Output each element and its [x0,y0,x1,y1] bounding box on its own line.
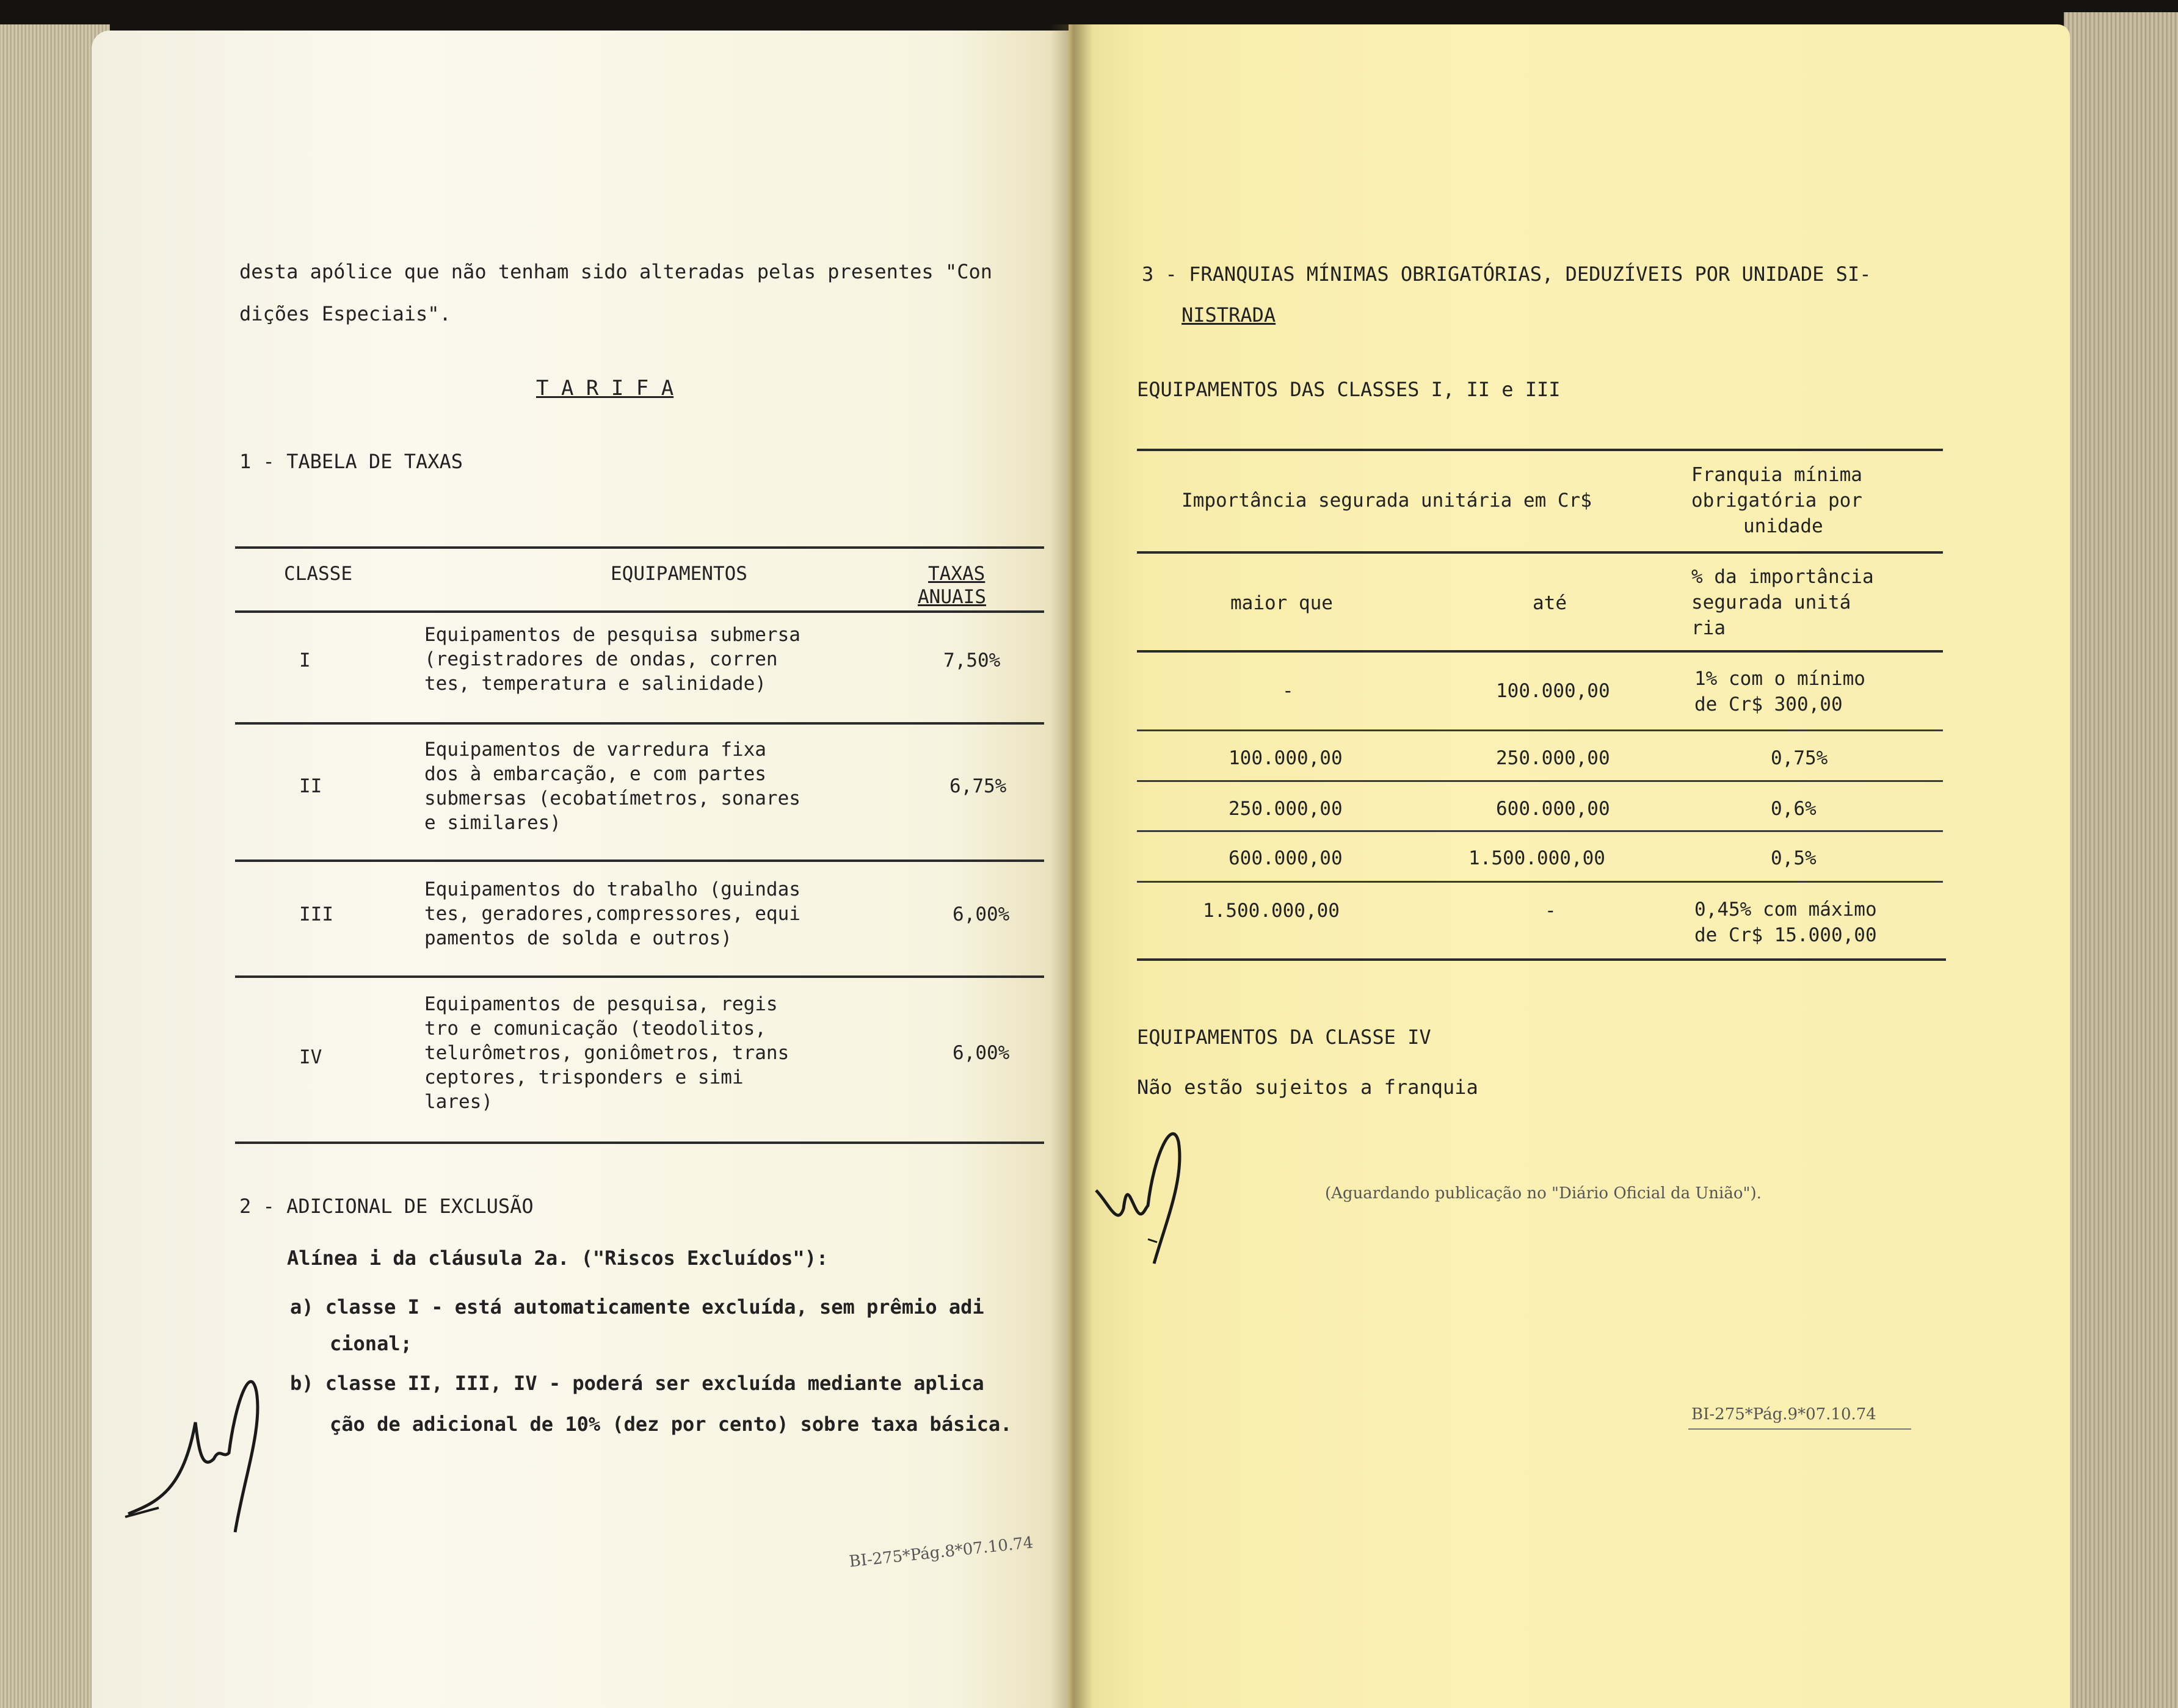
table-rule [1137,830,1943,832]
heading-tabela-text: 1 - TABELA DE TAXAS [239,450,463,473]
table-row-franquia-1: 0,6% [1771,798,1817,820]
book-gutter [1050,24,1093,1708]
heading-franquias-line-2: NISTRADA [1182,303,1276,327]
item-b-line-2: ção de adicional de 10% (dez por cento) sobre taxa básica. [330,1413,1012,1436]
desc-line: lares) [424,1091,493,1113]
table-rule [235,859,1044,862]
table-row-taxa: 7,50% [943,650,1001,671]
table-row-franquia-1: 0,75% [1771,747,1828,769]
table-row-ate: 600.000,00 [1496,798,1610,820]
col-header-franquia-3: unidade [1743,515,1823,537]
footer-reference-right: BI-275*Pág.9*07.10.74 [1691,1405,1876,1424]
table-row-franquia-1: 0,45% com máximo [1694,899,1877,921]
item-a-line-2: cional; [330,1332,412,1355]
table-row-taxa: 6,75% [949,775,1007,797]
table-row-taxa: 6,00% [953,903,1010,925]
col-header-equipamentos: EQUIPAMENTOS [611,563,747,585]
table-rule [1137,958,1946,961]
table-row-franquia-2: de Cr$ 15.000,00 [1694,924,1877,946]
table-rule [235,546,1044,549]
alinea-line: Alínea i da cláusula 2a. ("Riscos Excluídos"): [287,1247,829,1270]
desc-line: dos à embarcação, e com partes [424,763,766,785]
col-header-franquia-1: Franquia mínima [1691,464,1862,486]
table-rule [235,610,1044,613]
table-row-desc [424,737,852,835]
right-page-stack [2064,12,2178,1708]
table-row-ate: - [1545,900,1556,922]
table-row-classe: I [299,650,311,671]
table-row-classe: III [299,903,333,925]
handwritten-signature-right [1087,1117,1233,1276]
col-header-franquia-2: obrigatória por [1691,490,1862,512]
col-header-classe: CLASSE [284,563,352,585]
col-header-taxas-2: ANUAIS [918,586,986,608]
table-row-desc [424,877,852,950]
table-rule [1137,449,1943,451]
desc-line: Equipamentos do trabalho (guindas [424,878,800,900]
table-rule [1137,650,1943,653]
desc-line: submersas (ecobatímetros, sonares [424,787,800,809]
table-row-maior: 600.000,00 [1229,847,1343,869]
table-rule [1137,729,1943,731]
desc-line: tes, geradores,compressores, equi [424,903,800,925]
table-row-maior: - [1282,680,1294,702]
table-row-maior: 100.000,00 [1229,747,1343,769]
table-row-ate: 100.000,00 [1496,680,1610,702]
sub-header-ate: até [1533,592,1567,614]
table-rule [1137,551,1943,554]
item-b-line-1: b) classe II, III, IV - poderá ser excluída mediante aplica [290,1372,984,1395]
table-rule [1137,780,1943,782]
subheading-classe-iv: EQUIPAMENTOS DA CLASSE IV [1137,1026,1431,1049]
table-row-ate: 1.500.000,00 [1468,847,1605,869]
sub-header-pct-3: ria [1691,617,1726,639]
sub-header-pct-2: segurada unitá [1691,592,1851,613]
tarifa-title: T A R I F A [536,376,674,400]
table-row-taxa: 6,00% [953,1042,1010,1064]
table-row-desc [424,623,852,696]
heading-adicional-de-exclusao: 2 - ADICIONAL DE EXCLUSÃO [239,1195,534,1218]
table-rule [235,975,1044,978]
desc-line: Equipamentos de varredura fixa [424,739,766,761]
table-row-franquia-1: 0,5% [1771,847,1817,869]
table-row-classe: II [299,775,322,797]
sub-header-maior-que: maior que [1230,592,1333,614]
table-rule [235,722,1044,725]
table-rule [1137,881,1943,883]
col-header-importancia: Importância segurada unitária em Cr$ [1182,490,1592,512]
footer-reference-left: BI-275*Pág.8*07.10.74 [848,1533,1034,1571]
desc-line: Equipamentos de pesquisa submersa [424,624,800,646]
footer-underline [1688,1428,1911,1430]
table-rule [235,1142,1044,1144]
intro-line-2: dições Especiais". [239,302,451,325]
desc-line: Equipamentos de pesquisa, regis [424,993,778,1015]
intro-line-1: desta apólice que não tenham sido alteradas pelas presentes "Con [239,260,992,283]
not-subject-line: Não estão sujeitos a franquia [1137,1076,1478,1099]
desc-line: (registradores de ondas, corren [424,648,778,670]
handwritten-signature-left [122,1355,275,1538]
desc-line: tes, temperatura e salinidade) [424,673,766,695]
heading-franquias-line-1: 3 - FRANQUIAS MÍNIMAS OBRIGATÓRIAS, DEDUZÍVEIS POR UNIDADE SI- [1142,262,1871,286]
desc-line: ceptores, trisponders e simi [424,1066,744,1088]
col-header-taxas-1: TAXAS [928,563,986,585]
table-row-maior: 1.500.000,00 [1203,900,1340,922]
table-row-franquia-2: de Cr$ 300,00 [1694,693,1843,715]
desc-line: telurômetros, goniômetros, trans [424,1042,790,1064]
desc-line: pamentos de solda e outros) [424,927,732,949]
table-row-desc [424,992,852,1114]
publication-note: (Aguardando publicação no "Diário Oficial da União"). [1325,1184,1762,1203]
table-row-ate: 250.000,00 [1496,747,1610,769]
sub-header-pct-1: % da importância [1691,566,1874,588]
table-row-franquia-1: 1% com o mínimo [1694,668,1865,690]
subheading-classes-i-ii-iii: EQUIPAMENTOS DAS CLASSES I, II e III [1137,378,1561,401]
heading-tabela-de-taxas [239,449,463,474]
item-a-line-1: a) classe I - está automaticamente excluída, sem prêmio adi [290,1295,984,1319]
desc-line: tro e comunicação (teodolitos, [424,1018,766,1040]
table-row-classe: IV [299,1046,322,1068]
table-row-maior: 250.000,00 [1229,798,1343,820]
desc-line: e similares) [424,812,561,834]
